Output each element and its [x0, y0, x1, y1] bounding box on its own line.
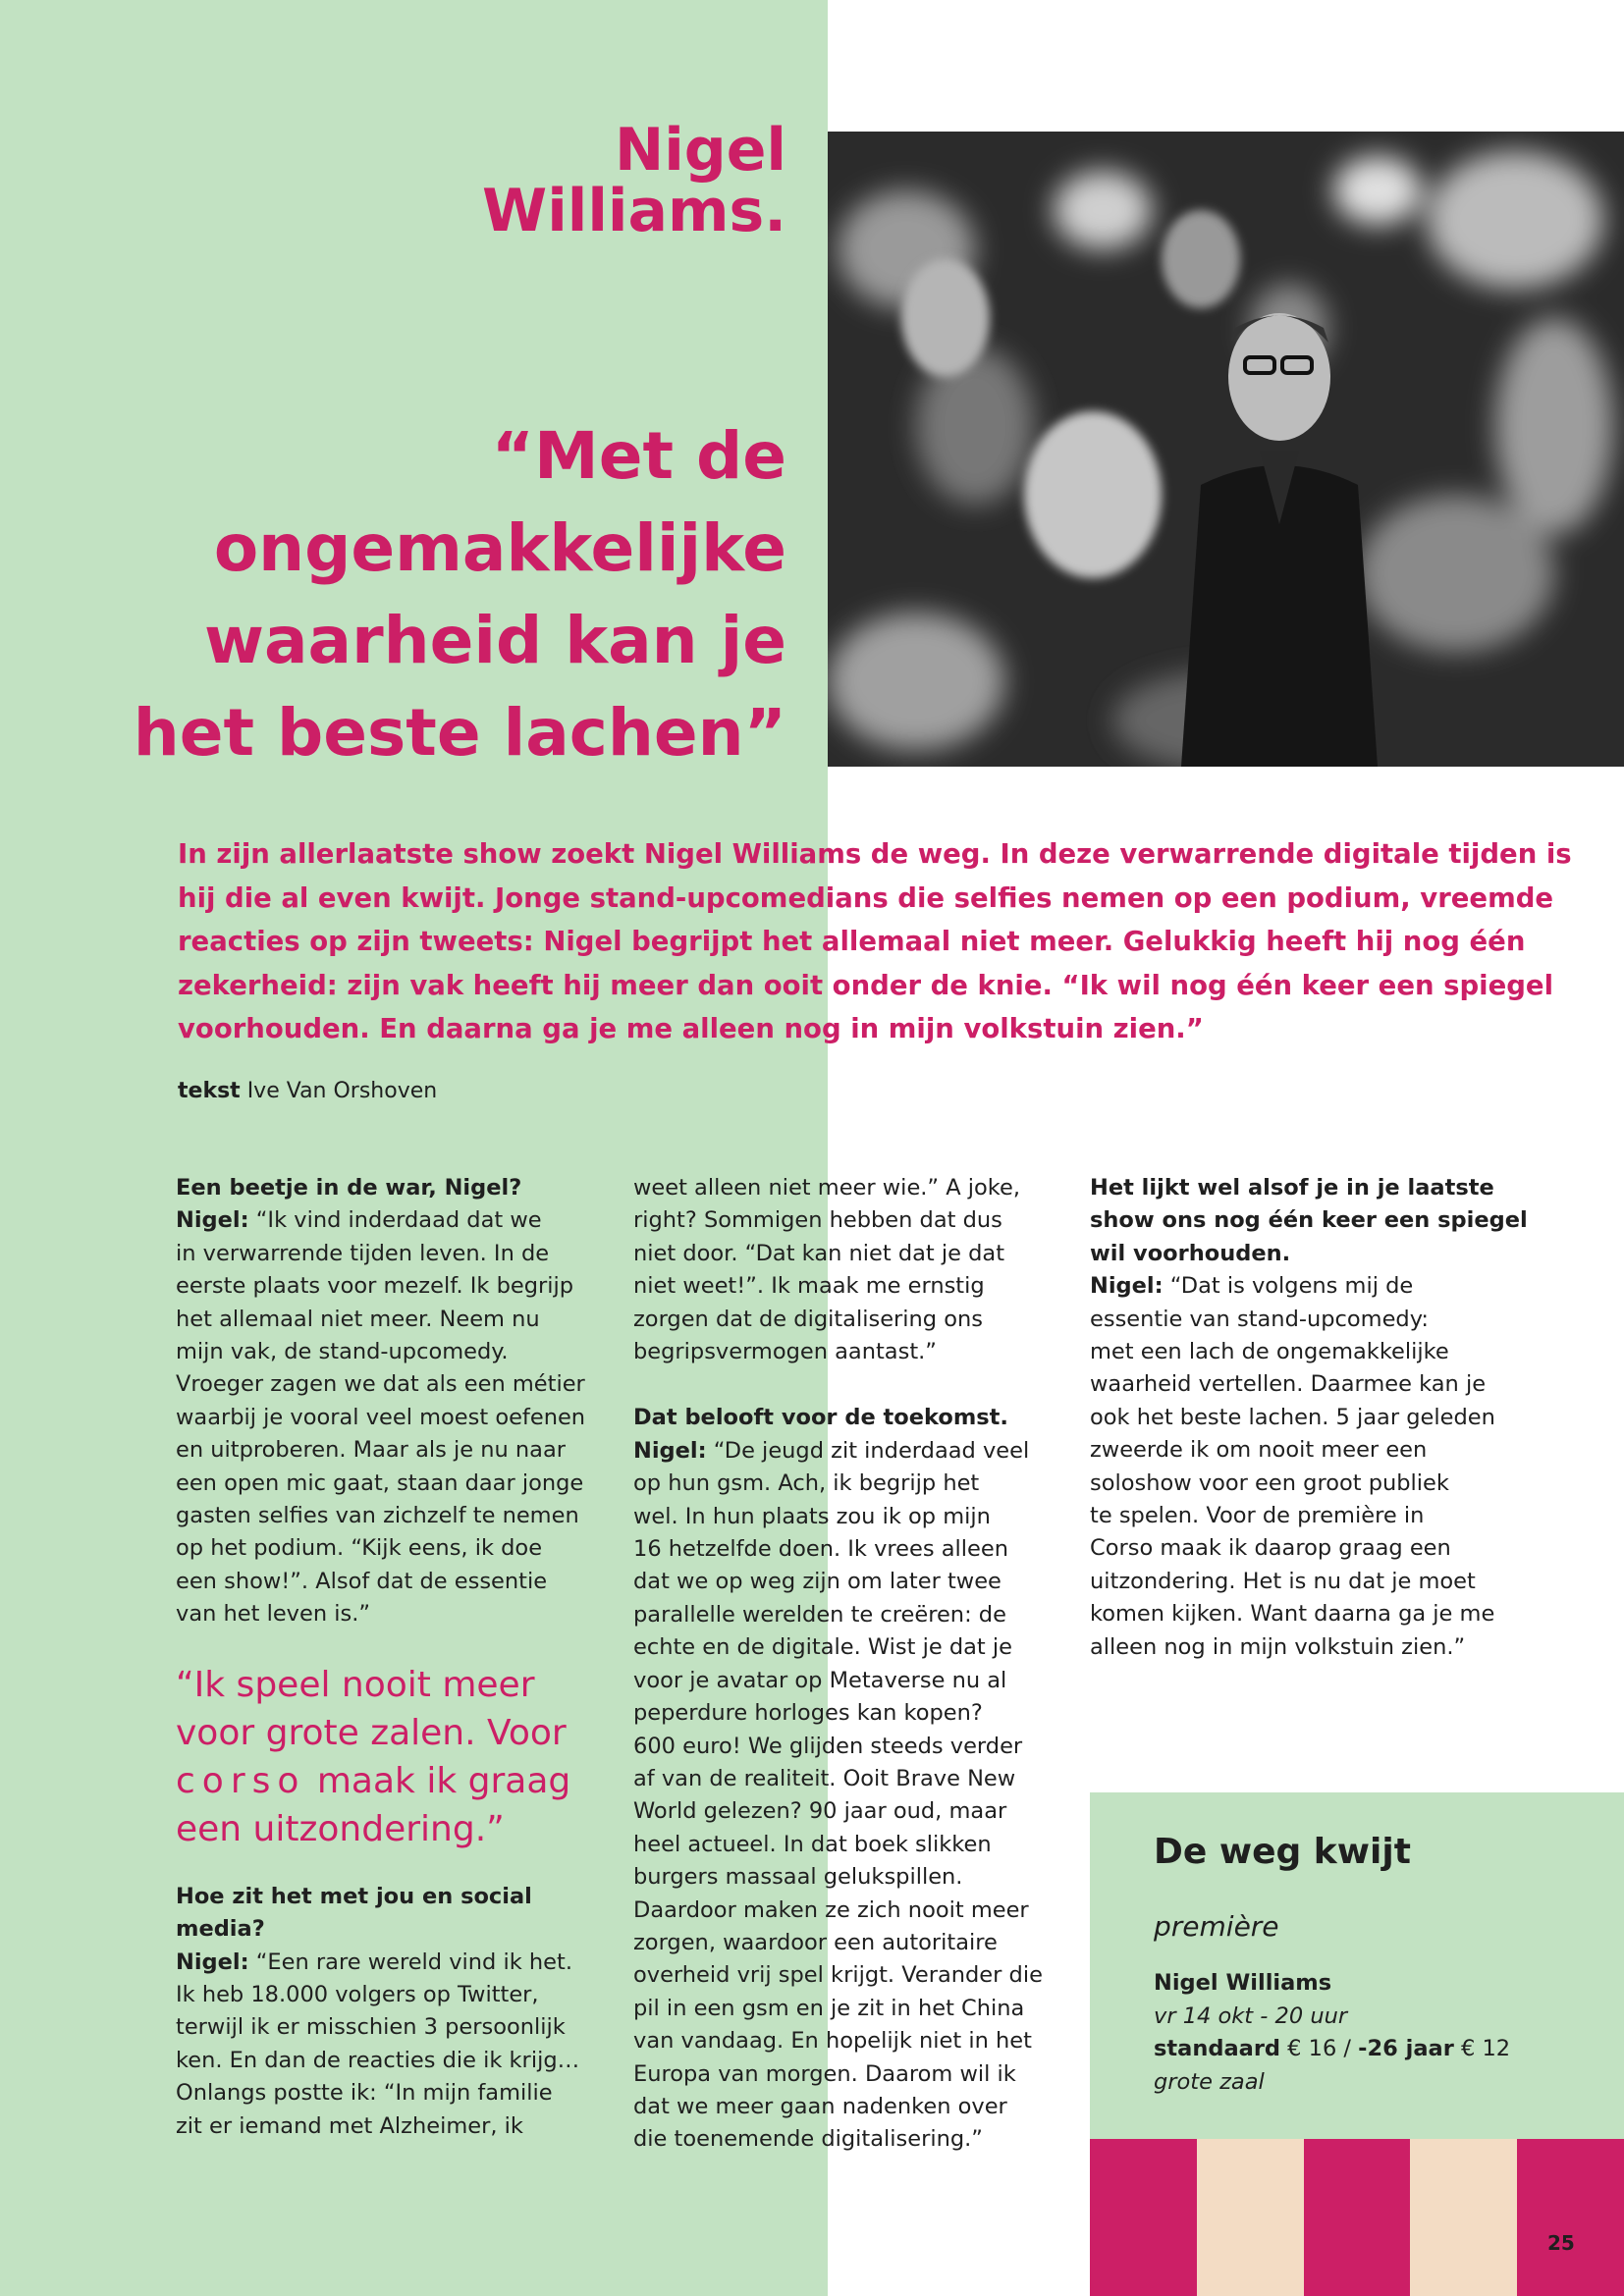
- answer-line: pil in een gsm en je zit in het China: [633, 1995, 1025, 2021]
- page-number: 25: [1547, 2231, 1575, 2255]
- speaker-label: Nigel:: [1090, 1273, 1164, 1300]
- answer-line: een open mic gaat, staan daar jonge: [176, 1469, 584, 1496]
- answer-line: die toenemende digitalisering.”: [633, 2126, 983, 2153]
- answer-line: en uitproberen. Maar als je nu naar: [176, 1437, 566, 1464]
- answer-line: wel. In hun plaats zou ik op mijn: [633, 1503, 991, 1529]
- headline-quote-line: “Met de: [491, 418, 786, 494]
- answer-line: voor je avatar op Metaverse nu al: [633, 1667, 1007, 1693]
- pull-quote-line: “Ik speel nooit meer: [176, 1664, 535, 1705]
- answer-line: gasten selfies van zichzelf te nemen: [176, 1503, 579, 1529]
- answer-text: “De jeugd zit inderdaad veel: [706, 1437, 1030, 1464]
- answer-line: komen kijken. Want daarna ga je me: [1090, 1601, 1495, 1628]
- stripe: [1410, 2139, 1517, 2296]
- intro-line: reacties op zijn tweets: Nigel begrijpt het allemaal niet meer. Gelukkig heeft hij nog één: [178, 926, 1526, 957]
- pull-quote-line: een uitzondering.”: [176, 1808, 505, 1849]
- answer-line: dat we meer gaan nadenken over: [633, 2093, 1007, 2119]
- intro-line: hij die al even kwijt. Jonge stand-upcomedians die selfies nemen op een podium, vreemde: [178, 881, 1554, 914]
- stripe: [1197, 2139, 1304, 2296]
- answer-line: dat we op weg zijn om later twee: [633, 1569, 1001, 1595]
- intro-line: voorhouden. En daarna ga je me alleen nog in mijn volkstuin zien.”: [178, 1013, 1204, 1044]
- pull-quote-text: maak ik graag: [305, 1760, 571, 1801]
- answer-line: te spelen. Voor de première in: [1090, 1503, 1425, 1529]
- text-column-1: [176, 1172, 588, 2143]
- answer-line: zit er iemand met Alzheimer, ik: [176, 2112, 523, 2139]
- intro-line: zekerheid: zijn vak heeft hij meer dan ooit onder de knie. “Ik wil nog één keer een spiegel: [178, 969, 1554, 1001]
- answer-line: af van de realiteit. Ooit Brave New: [633, 1765, 1016, 1791]
- title-first-name: Nigel: [615, 116, 786, 185]
- answer-line: van vandaag. En hopelijk niet in het: [633, 2028, 1032, 2055]
- pull-quote: [176, 1661, 588, 1853]
- answer-line: waarheid vertellen. Daarmee kan je: [1090, 1371, 1487, 1398]
- answer-line: peperdure horloges kan kopen?: [633, 1700, 983, 1727]
- answer-line: 16 hetzelfde doen. Ik vrees alleen: [633, 1536, 1008, 1563]
- photo-illustration: [828, 132, 1624, 767]
- pull-quote-line: [176, 1757, 588, 1805]
- answer-line: van het leven is.”: [176, 1601, 371, 1628]
- answer-line: ook het beste lachen. 5 jaar geleden: [1090, 1404, 1495, 1430]
- answer-line: parallelle werelden te creëren: de: [633, 1601, 1006, 1628]
- interview-question: wil voorhouden.: [1090, 1240, 1291, 1266]
- speaker-label: Nigel:: [176, 1207, 249, 1234]
- decorative-stripes: [1090, 2139, 1624, 2296]
- answer-line: alleen nog in mijn volkstuin zien.”: [1090, 1633, 1466, 1660]
- answer-line: niet door. “Dat kan niet dat je dat: [633, 1240, 1005, 1266]
- stripe: [1517, 2139, 1624, 2296]
- answer-line: Vroeger zagen we dat als een métier: [176, 1371, 585, 1398]
- answer-line: eerste plaats voor mezelf. Ik begrijp: [176, 1273, 574, 1300]
- event-date: vr 14 okt - 20 uur: [1154, 2002, 1348, 2029]
- answer-line: mijn vak, de stand-upcomedy.: [176, 1339, 509, 1365]
- answer-line: World gelezen? 90 jaar oud, maar: [633, 1798, 1007, 1825]
- answer-line: Corso maak ik daarop graag een: [1090, 1535, 1451, 1562]
- stripe: [1090, 2139, 1197, 2296]
- answer-line: het allemaal niet meer. Neem nu: [176, 1306, 540, 1332]
- headline-quote-line: waarheid kan je: [204, 603, 786, 678]
- answer-line: waarbij je vooral veel moest oefenen: [176, 1404, 586, 1430]
- answer-line: 600 euro! We glijden steeds verder: [633, 1733, 1023, 1759]
- answer-line: terwijl ik er misschien 3 persoonlijk: [176, 2014, 566, 2041]
- answer-line: Daardoor maken ze zich nooit meer: [633, 1896, 1029, 1923]
- answer-line: soloshow voor een groot publiek: [1090, 1469, 1449, 1496]
- answer-line: zorgen, waardoor een autoritaire: [633, 1929, 998, 1955]
- credit-label: tekst: [178, 1079, 241, 1103]
- event-performer: Nigel Williams: [1154, 1970, 1332, 1996]
- answer-line: weet alleen niet meer wie.” A joke,: [633, 1175, 1021, 1201]
- event-info-box: [1090, 1792, 1624, 2139]
- intro-line: In zijn allerlaatste show zoekt Nigel Williams de weg. In deze verwarrende digitale tijden is: [178, 838, 1572, 870]
- answer-line: Onlangs postte ik: “In mijn familie: [176, 2080, 553, 2107]
- answer-line: Europa van morgen. Daarom wil ik: [633, 2060, 1016, 2087]
- answer-first-line: [633, 1435, 1046, 1468]
- answer-line: ken. En dan de reacties die ik krijg…: [176, 2047, 580, 2073]
- interview-question: Dat belooft voor de toekomst.: [633, 1405, 1008, 1431]
- answer-line: burgers massaal gelukspillen.: [633, 1864, 963, 1891]
- answer-text: “Ik vind inderdaad dat we: [248, 1207, 542, 1234]
- event-subtitle: première: [1154, 1910, 1279, 1943]
- price-youth: € 12: [1453, 2036, 1511, 2061]
- answer-line: heel actueel. In dat boek slikken: [633, 1831, 992, 1857]
- event-title: De weg kwijt: [1154, 1832, 1411, 1872]
- article-title-name: [296, 116, 786, 245]
- answer-line: overheid vrij spel krijgt. Verander die: [633, 1962, 1043, 1989]
- answer-first-line: [1090, 1270, 1522, 1303]
- answer-line: uitzondering. Het is nu dat je moet: [1090, 1568, 1476, 1594]
- answer-line: essentie van stand-upcomedy:: [1090, 1306, 1429, 1332]
- headline-quote-line: het beste lachen”: [133, 695, 786, 771]
- title-last-name: Williams.: [482, 177, 786, 245]
- answer-line: zweerde ik om nooit meer een: [1090, 1437, 1428, 1464]
- interview-question: Het lijkt wel alsof je in je laatste: [1090, 1175, 1494, 1201]
- price-label-standard: standaard: [1154, 2036, 1281, 2061]
- intro-paragraph: [178, 832, 1572, 1051]
- price-standard: € 16 /: [1280, 2036, 1359, 2061]
- event-venue: grote zaal: [1154, 2068, 1265, 2095]
- speaker-label: Nigel:: [176, 1949, 249, 1975]
- answer-line: right? Sommigen hebben dat dus: [633, 1207, 1002, 1234]
- text-column-3: [1090, 1172, 1528, 1664]
- answer-line: in verwarrende tijden leven. In de: [176, 1240, 550, 1266]
- interview-question: Een beetje in de war, Nigel?: [176, 1175, 522, 1201]
- answer-text: “Dat is volgens mij de: [1163, 1273, 1414, 1300]
- price-label-youth: -26 jaar: [1358, 2036, 1454, 2061]
- answer-line: Ik heb 18.000 volgers op Twitter,: [176, 1981, 539, 2007]
- corso-wordmark: corso: [176, 1760, 306, 1801]
- interview-question: show ons nog één keer een spiegel: [1090, 1207, 1528, 1234]
- answer-line: op het podium. “Kijk eens, ik doe: [176, 1535, 543, 1562]
- event-prices: [1154, 2033, 1510, 2066]
- answer-line: niet weet!”. Ik maak me ernstig: [633, 1273, 985, 1300]
- author-credit: [178, 1079, 437, 1103]
- answer-first-line: [176, 1947, 588, 1979]
- stripe: [1304, 2139, 1411, 2296]
- credit-author: Ive Van Orshoven: [246, 1079, 438, 1103]
- answer-line: met een lach de ongemakkelijke: [1090, 1339, 1449, 1365]
- text-column-2: [633, 1172, 1046, 2157]
- speaker-label: Nigel:: [633, 1437, 707, 1464]
- headline-quote-line: ongemakkelijke: [213, 510, 786, 586]
- photo-crowd-portrait: [828, 132, 1624, 767]
- answer-line: zorgen dat de digitalisering ons: [633, 1306, 983, 1332]
- answer-first-line: [176, 1204, 588, 1237]
- answer-text: “Een rare wereld vind ik het.: [248, 1949, 572, 1975]
- answer-line: echte en de digitale. Wist je dat je: [633, 1634, 1012, 1661]
- interview-question: media?: [176, 1916, 265, 1943]
- answer-line: begripsvermogen aantast.”: [633, 1339, 937, 1365]
- event-details: [1154, 1967, 1510, 2099]
- answer-line: een show!”. Alsof dat de essentie: [176, 1568, 548, 1594]
- headline-quote: [40, 410, 786, 779]
- pull-quote-line: voor grote zalen. Voor: [176, 1712, 567, 1753]
- interview-question: Hoe zit het met jou en social: [176, 1883, 532, 1909]
- answer-line: op hun gsm. Ach, ik begrijp het: [633, 1470, 980, 1497]
